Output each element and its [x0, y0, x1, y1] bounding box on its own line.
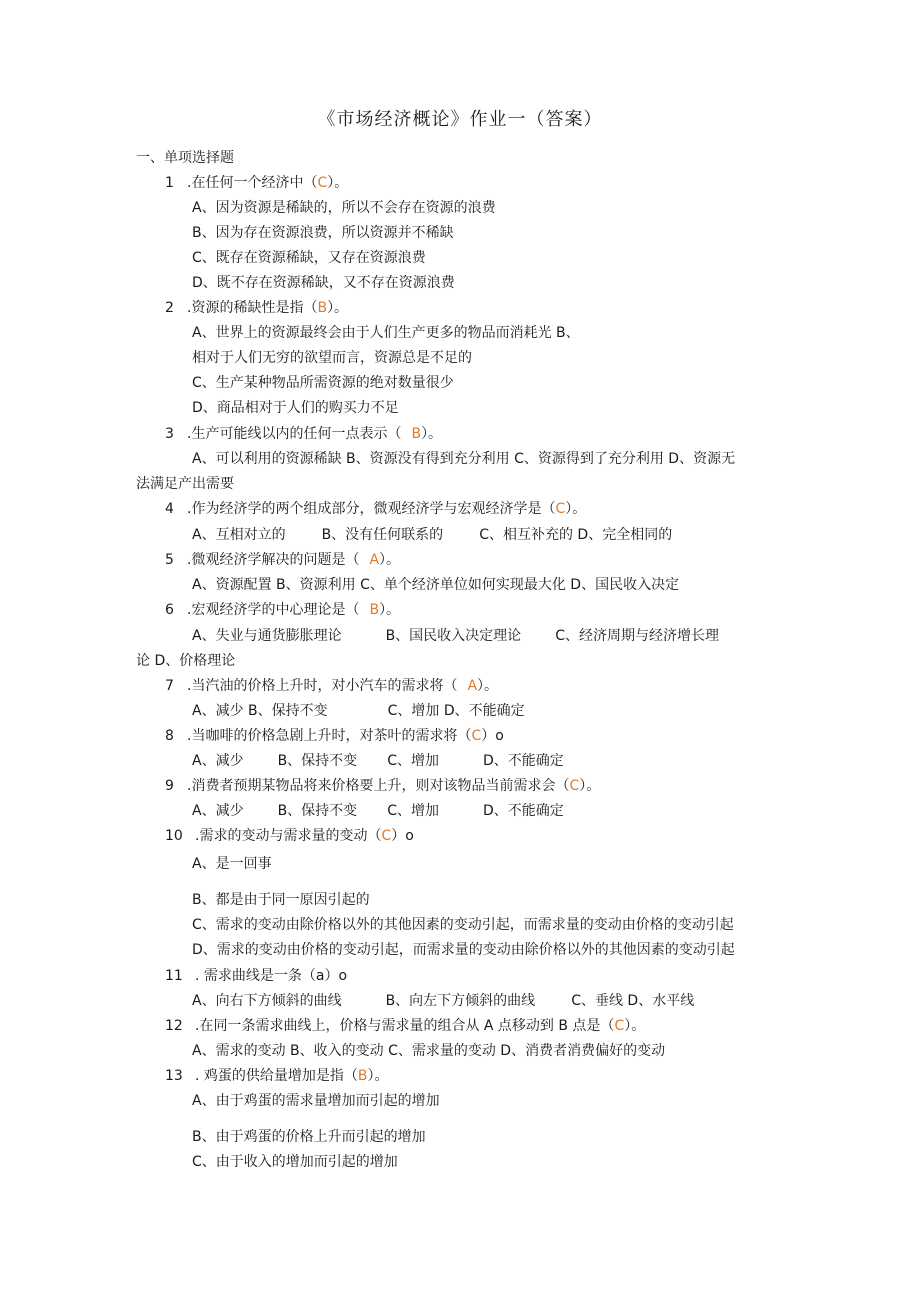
- question-text: .微观经济学解决的问题是（: [187, 552, 360, 568]
- question-text: .生产可能线以内的任何一点表示（: [187, 426, 402, 442]
- option-b: B、保持不变: [277, 753, 358, 769]
- question-number: 8: [165, 728, 174, 744]
- option-a: A、互相对立的: [192, 527, 286, 543]
- answer-letter: C: [471, 728, 482, 744]
- question-text-end: ）。: [379, 552, 401, 568]
- answer-letter: A: [369, 552, 380, 568]
- option-c: C、经济周期与经济增长理: [555, 628, 719, 644]
- section-heading: 一、单项选择题: [136, 150, 234, 166]
- option-b: B、国民收入决定理论: [385, 628, 522, 644]
- option-line: B、因为存在资源浪费，所以资源并不稀缺: [192, 225, 454, 241]
- question-9: [165, 776, 600, 796]
- option-a: A、减少: [192, 803, 244, 819]
- question-text: . 需求曲线是一条（a）o: [195, 968, 348, 984]
- option-line: D、既不存在资源稀缺，又不存在资源浪费: [192, 275, 455, 291]
- option-line: A、由于鸡蛋的需求量增加而引起的增加: [192, 1093, 440, 1109]
- question-number: 3: [165, 426, 174, 442]
- question-number: 7: [165, 678, 174, 694]
- question-1: [165, 173, 348, 193]
- question-text-end: ）。: [477, 678, 499, 694]
- option-line: [192, 525, 672, 545]
- option-d: D、不能确定: [482, 753, 564, 769]
- question-5: [165, 550, 400, 570]
- question-text: .消费者预期某物品将来价格要上升，则对该物品当前需求会（: [187, 778, 570, 794]
- option-line: B、由于鸡蛋的价格上升而引起的增加: [192, 1129, 426, 1145]
- option-b: B、向左下方倾斜的曲线: [385, 993, 536, 1009]
- answer-letter: C: [555, 501, 566, 517]
- question-number: 13: [165, 1068, 183, 1084]
- option-line: C、既存在资源稀缺，又存在资源浪费: [192, 250, 426, 266]
- option-line: C、由于收入的增加而引起的增加: [192, 1154, 398, 1170]
- option-c-d: C、相互补充的 D、完全相同的: [479, 527, 673, 543]
- answer-letter: C: [317, 175, 328, 191]
- question-text-end: ）。: [327, 175, 349, 191]
- question-text: .在任何一个经济中（: [187, 175, 318, 191]
- question-number: 4: [165, 501, 174, 517]
- option-line: D、商品相对于人们的购买力不足: [192, 400, 399, 416]
- question-6: [165, 600, 400, 620]
- option-line: [192, 701, 525, 721]
- question-text-end: ）。: [565, 501, 587, 517]
- question-text: .需求的变动与需求量的变动（: [195, 828, 382, 844]
- question-text-end: ）。: [624, 1018, 646, 1034]
- question-number: 10: [165, 828, 183, 844]
- option-a: A、减少: [192, 753, 244, 769]
- option-line-continued: 论 D、价格理论: [136, 653, 236, 669]
- question-text-end: ）。: [421, 426, 443, 442]
- question-text: .当汽油的价格上升时，对小汽车的需求将（: [187, 678, 458, 694]
- question-3: [165, 424, 442, 444]
- answer-letter: B: [357, 1068, 368, 1084]
- option-c: C、增加: [387, 753, 439, 769]
- question-text: .在同一条需求曲线上，价格与需求量的组合从 A 点移动到 B 点是（: [195, 1018, 615, 1034]
- question-text-end: ）。: [579, 778, 601, 794]
- option-line: [192, 801, 564, 821]
- option-line: A、需求的变动 B、收入的变动 C、需求量的变动 D、消费者消费偏好的变动: [192, 1043, 666, 1059]
- question-number: 2: [165, 300, 174, 316]
- question-7: [165, 676, 498, 696]
- question-number: 11: [165, 968, 183, 984]
- question-text-end: ）o: [391, 828, 414, 844]
- question-12: [165, 1016, 645, 1036]
- answer-letter: C: [381, 828, 392, 844]
- option-line: [192, 751, 564, 771]
- question-text-end: ）。: [379, 602, 401, 618]
- question-text: . 鸡蛋的供给量增加是指（: [195, 1068, 358, 1084]
- question-number: 5: [165, 552, 174, 568]
- option-a-b: A、减少 B、保持不变: [192, 703, 328, 719]
- option-c-d: C、垂线 D、水平线: [571, 993, 695, 1009]
- option-line: A、是一回事: [192, 856, 272, 872]
- question-number: 12: [165, 1018, 183, 1034]
- question-number: 1: [165, 175, 174, 191]
- question-number: 9: [165, 778, 174, 794]
- answer-letter: C: [569, 778, 580, 794]
- document-title: 《市场经济概论》作业一（答案）: [317, 109, 603, 130]
- question-text: .资源的稀缺性是指（: [187, 300, 318, 316]
- option-line: A、因为资源是稀缺的，所以不会存在资源的浪费: [192, 200, 496, 216]
- option-c: C、增加: [387, 803, 439, 819]
- answer-letter: B: [369, 602, 380, 618]
- question-text: .作为经济学的两个组成部分，微观经济学与宏观经济学是（: [187, 501, 556, 517]
- option-line: 相对于人们无穷的欲望而言，资源总是不足的: [192, 350, 472, 366]
- question-10: [165, 826, 414, 846]
- question-11: [165, 966, 347, 986]
- option-line-continued: 法满足产出需要: [136, 476, 234, 492]
- option-line: [192, 626, 719, 646]
- option-c-d: C、增加 D、不能确定: [387, 703, 525, 719]
- option-line: A、资源配置 B、资源利用 C、单个经济单位如何实现最大化 D、国民收入决定: [192, 577, 680, 593]
- answer-letter: C: [614, 1018, 625, 1034]
- option-line: A、可以利用的资源稀缺 B、资源没有得到充分利用 C、资源得到了充分利用 D、资源无: [192, 451, 736, 467]
- option-line: C、生产某种物品所需资源的绝对数量很少: [192, 375, 454, 391]
- option-line: [192, 991, 694, 1011]
- option-a: A、失业与通货膨胀理论: [192, 628, 342, 644]
- question-text: .宏观经济学的中心理论是（: [187, 602, 360, 618]
- question-13: [165, 1066, 389, 1086]
- question-number: 6: [165, 602, 174, 618]
- question-2: [165, 298, 348, 318]
- answer-letter: B: [411, 426, 422, 442]
- option-line: D、需求的变动由价格的变动引起，而需求量的变动由除价格以外的其他因素的变动引起: [192, 942, 735, 958]
- answer-letter: B: [317, 300, 328, 316]
- option-d: D、不能确定: [482, 803, 564, 819]
- option-line: A、世界上的资源最终会由于人们生产更多的物品而消耗光 B、: [192, 325, 580, 341]
- question-4: [165, 499, 586, 519]
- question-text-end: ）。: [327, 300, 349, 316]
- question-text-end: ）o: [481, 728, 504, 744]
- option-line: C、需求的变动由除价格以外的其他因素的变动引起，而需求量的变动由价格的变动引起: [192, 917, 734, 933]
- option-b: B、保持不变: [277, 803, 358, 819]
- question-8: [165, 726, 504, 746]
- question-text: .当咖啡的价格急剧上升时，对茶叶的需求将（: [187, 728, 472, 744]
- answer-letter: A: [467, 678, 478, 694]
- option-b: B、没有任何联系的: [321, 527, 444, 543]
- option-a: A、向右下方倾斜的曲线: [192, 993, 342, 1009]
- option-line: B、都是由于同一原因引起的: [192, 892, 370, 908]
- question-text-end: ）。: [367, 1068, 389, 1084]
